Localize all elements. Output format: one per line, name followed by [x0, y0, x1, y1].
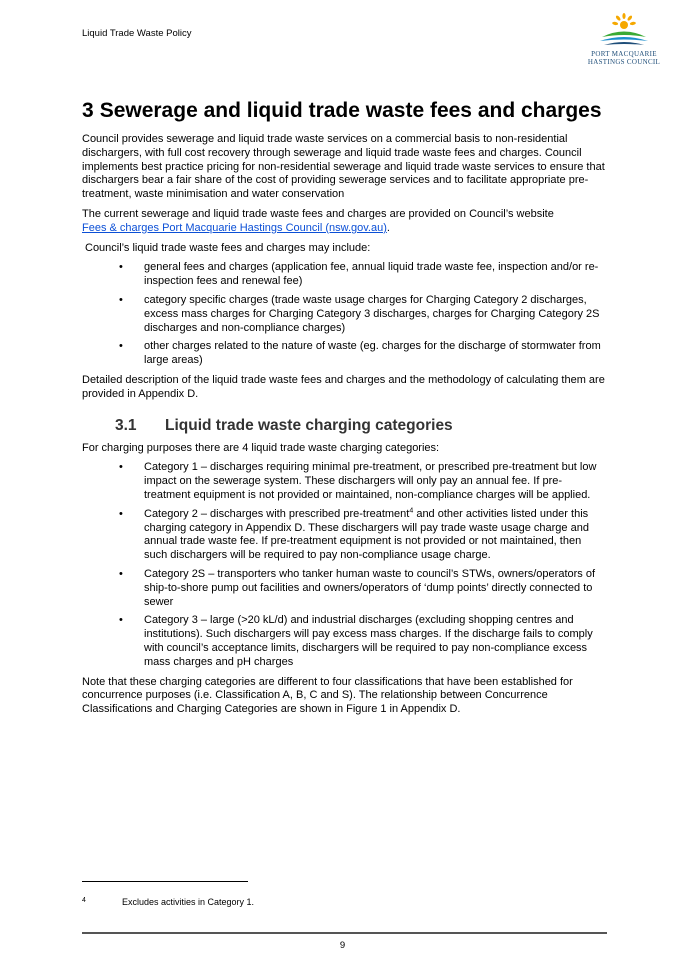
list-item: • other charges related to the nature of waste (eg. charges for the discharge of stormwater from large areas) [119, 340, 601, 367]
page-number: 9 [339, 940, 346, 951]
section-number: 3 [82, 99, 94, 122]
fees-list [82, 261, 607, 368]
website-text: The current sewerage and liquid trade waste fees and charges are provided on Council’s website [82, 207, 554, 220]
bullet-icon: • [119, 293, 123, 306]
bullet-icon: • [119, 507, 123, 520]
section-heading [82, 98, 607, 124]
fees-intro: Council’s liquid trade waste fees and charges may include: [85, 241, 371, 254]
footer-divider [82, 932, 607, 934]
bullet-icon: • [119, 261, 123, 274]
subsection-number: 3.1 [115, 416, 137, 434]
header-title: Liquid Trade Waste Policy [82, 28, 192, 39]
footnote [82, 897, 254, 907]
section-intro: Council provides sewerage and liquid trade waste services on a commercial basis to non-residential dischargers, with full cost recovery through sewerage and liquid trade waste fees and charges. Council implements best practice pricing for non-residential sewerage and liquid trade waste services to ensure that dischargers bear a fair share of the cost of providing sewerage services and to facilitate appropriate pre-treatment, waste minimisation and water conservation [82, 133, 605, 201]
bullet-icon: • [119, 461, 123, 474]
bullet-icon: • [119, 340, 123, 353]
list-item: • Category 2 – discharges with prescribed pre-treatment$^4$ and other activities listed under this charging category in Appendix D. These dischargers will pay trade waste usage charge and annual trade waste fee. If pre-treatment equipment is not provided or not maintained, then such dischargers will be required to pay non-compliance usage charge. [119, 507, 589, 562]
website-after: . [386, 221, 390, 234]
list-item: • Category 3 – large (>20 kL/d) and industrial discharges (excluding shopping centres and institutions). Such dischargers will pay excess mass charges. If the discharge fails to comply with council’s acceptance limits, dischargers will be required to pay non-compliance excess mass charges and pH charges [119, 614, 593, 668]
subsection-heading [82, 416, 607, 436]
logo-line-2: HASTINGS COUNCIL [587, 58, 661, 66]
page-content [82, 98, 607, 723]
footnote-number: 4 [82, 897, 86, 904]
list-item: • Category 2S – transporters who tanker human waste to council’s STWs, owners/operators of ship-to-shore pump out facilities and owners/operators of ‘dump points’ directly connected to sewer [119, 567, 596, 608]
categories-note: Note that these charging categories are different to four classifications that have been established for concurrence purposes (i.e. Classification A, B, C and S). The relationship between Concurrence Classifications and Charging Categories are shown in Figure 1 in Appendix D. [82, 675, 573, 716]
logo-line-1: PORT MACQUARIE [591, 50, 657, 58]
list-item: • general fees and charges (application fee, annual liquid trade waste fee, inspection and/or re-inspection fees and renewal fee) [119, 261, 599, 288]
categories-list [82, 461, 607, 669]
bullet-icon: • [119, 567, 123, 580]
list-item: • category specific charges (trade waste usage charges for Charging Category 2 discharges, excess mass charges for Charging Category 3 discharges, charges for Charging Category 2S discharges and non-compliance charges) [119, 293, 600, 334]
council-logo [578, 12, 670, 78]
categories-intro: For charging purposes there are 4 liquid trade waste charging categories: [82, 441, 440, 454]
bullet-icon: • [119, 614, 123, 627]
list-item: • Category 1 – discharges requiring minimal pre-treatment, or prescribed pre-treatment but low impact on the sewerage system. These dischargers will only pay an annual fee. If pre-treatment equipment is not provided or maintained, non-compliance charges will be applied. [119, 461, 597, 501]
fees-detail: Detailed description of the liquid trade waste fees and charges and the methodology of calculating them are provided in Appendix D. [82, 373, 605, 400]
footnote-ref[interactable]: 4 [409, 507, 414, 515]
footnote-text: Excludes activities in Category 1. [122, 897, 255, 907]
fees-charges-link[interactable]: Fees & charges Port Macquarie Hastings Council (nsw.gov.au) [82, 221, 387, 234]
council-logo-icon [594, 12, 654, 50]
website-paragraph [82, 208, 607, 236]
subsection-title: Liquid trade waste charging categories [165, 416, 453, 434]
footnote-divider [82, 881, 248, 882]
section-title: Sewerage and liquid trade waste fees and charges [99, 99, 602, 122]
